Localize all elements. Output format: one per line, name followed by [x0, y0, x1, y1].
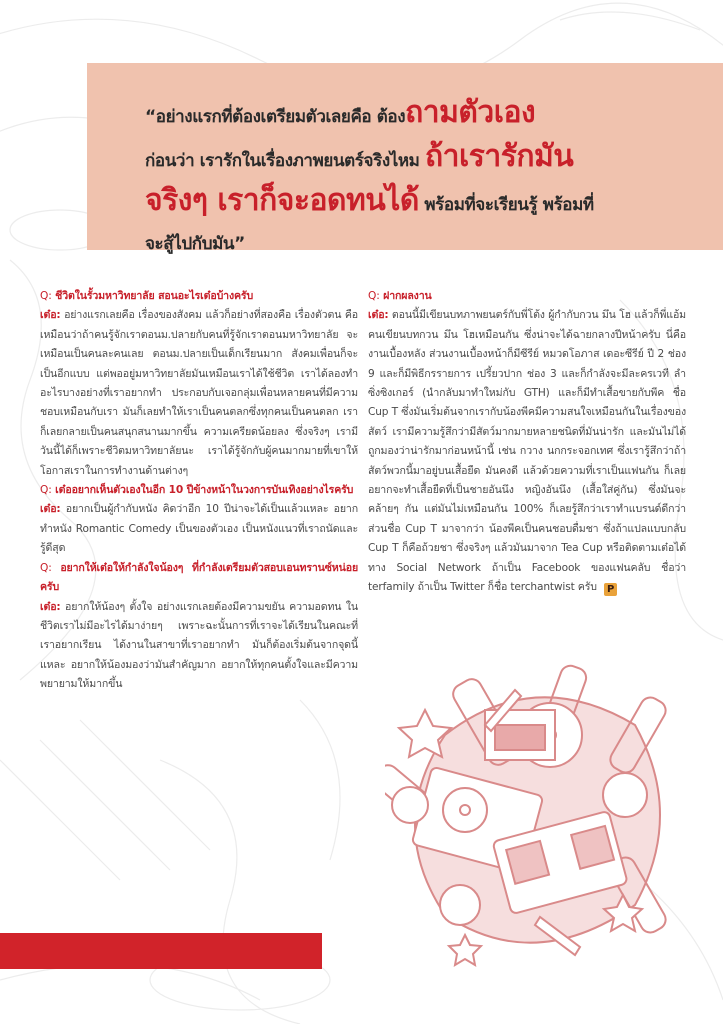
music-doodle-illustration — [385, 655, 685, 975]
answer-label: เต๋อ: — [40, 600, 61, 613]
qa-block — [40, 481, 358, 559]
answer-text: อยากเป็นผู้กำกับหนัง คิดว่าอีก 10 ปีน่าจะได้เป็นแล้วแหละ อยากทำหนัง Romantic Comedy เป็นของตัวเอง เป็นหนังแนวที่เราถนัดและรู้ดีสุด — [40, 503, 358, 555]
qa-block — [40, 287, 358, 481]
answer-label: เต๋อ: — [368, 309, 389, 322]
interview-column-left — [40, 287, 358, 695]
pull-quote-text: จะสู้ไปกับมัน” — [145, 234, 245, 254]
pull-quote-highlight: ถามตัวเอง — [405, 95, 536, 130]
qa-block — [368, 287, 686, 598]
pull-quote-text: พร้อมที่จะเรียนรู้ พร้อมที่ — [418, 195, 594, 215]
answer-label: เต๋อ: — [40, 503, 61, 516]
question: Q: เต๋ออยากเห็นตัวเองในอีก 10 ปีข้างหน้าในวงการบันเทิงอย่างไรครับ — [40, 484, 354, 497]
answer-text: อยากให้น้องๆ ตั้งใจ อย่างแรกเลยต้องมีความขยัน ความอดทน ในชีวิตเราไม่มีอะไรได้มาง่ายๆ เพราะฉะนั้นการที่เราจะได้เรียนในคณะที่เราอยากเรียน ได้งานในสาขาที่เราอยากทำ มันก็ต้องเริ่มต้นจากจุดนี้แหละ อยากให้น้องมองว่ามันสำคัญมาก อยากให้ทุกคนตั้งใจและมีความพยายามให้มากขึ้น — [40, 600, 358, 691]
decorative-red-bar — [0, 933, 322, 969]
pull-quote — [145, 93, 663, 264]
pull-quote-highlight: จริงๆ เราก็จะอดทนได้ — [145, 183, 419, 218]
pull-quote-text: “อย่างแรกที่ต้องเตรียมตัวเลยคือ ต้อง — [145, 107, 406, 127]
qa-block — [40, 559, 358, 695]
magazine-end-mark-icon: P — [604, 583, 617, 596]
answer-text: อย่างแรกเลยคือ เรื่องของสังคม แล้วก็อย่างที่สองคือ เรื่องตัวตน คือเหมือนว่าถ้าคนรู้จักเราตอนม.ปลายกับคนที่รู้จักเราตอนมหาวิทยาลัย จะเหมือนเป็นคนละคนเลย ตอนม.ปลายเป็นเด็กเรียนมาก สังคมเพื่อนก็จะเป็นอีกแบบ แต่พออยู่มหาวิทยาลัยมันเหมือนเราได้ใช้ชีวิต เราได้ลองทำอะไรบางอย่างที่เราอยากทำ ประกอบกับเจอกลุ่มเพื่อนหลายคนที่มีความชอบเหมือนกับเรา มันก็เลยทำให้เราเป็นคนตลกซึ่งทุกคนเป็นคนตลก เราก็เลยกลายเป็นคนสนุกสนานมากขึ้น ความเครียดน้อยลง ซึ่งจริงๆ เรามีวันนี้ได้ก็เพราะชีวิตมหาวิทยาลัยนะ เราได้รู้จักกับผู้คนมากมายที่เขาให้โอกาสเราในการทำงานด้านต่างๆ — [40, 309, 358, 477]
answer-label: เต๋อ: — [40, 309, 61, 322]
answer-text: ตอนนี้มีเขียนบทภาพยนตร์กับพี่โต้ง ผู้กำกับกวน มึน โฮ แล้วก็พี่แอ้ม คนเขียนบทกวน มึน โฮเหมือนกัน ซึ่งน่าจะได้ฉายกลางปีหน้าครับ นี่คืองานเบื้องหลัง ส่วนงานเบื้องหน้าก็มีซีรีย์ หมวดโอภาส เดอะซีรีย์ ปี 2 ช่อง 9 และก็มีพิธีกรรายการ เปรี้ยวปาก ช่อง 3 และก็กำลังจะมีละครเวที ลำซิ่งซิงเกอร์ (นำกลับมาทำใหม่กับ GTH) และก็มีทำเสื้อขายกับพีค ชื่อ Cup T ซึ่งมันเริ่มต้นจากเรากับน้องพีคมีความสนใจเหมือนกันในเรื่องของสัตว์ เรามีความรู้สึกว่ามีสัตว์มากมายหลายชนิดที่มันน่ารัก และมันไม่ได้ถูกมองว่าน่ารักมาก่อนหน้านี้ เช่น กวาง นกกระจอกเทศ ซึ่งเรารู้สึกว่าถ้าสัตว์พวกนี้มาอยู่บนเสื้อยืด มันคงดี แล้วด้วยความที่เราเป็นแฟนกัน ก็เลยอยากจะทำเสื้อยืดที่เป็นชายอันนึง หญิงอันนึง (เสื้อใส่คู่กัน) ซึ่งมันจะคล้ายๆ กัน แต่มันไม่เหมือนกัน 100% ก็เลยรู้สึกว่าเราทำแบรนด์ดีกว่า ส่วนชื่อ Cup T มาจากว่า น้องพีคเป็นคนชอบดื่มชา ซึ่งถ้าแปลแบบกลับ Cup T ก็คือถ้วยชา ซึ่งจริงๆ แล้วมันมาจาก Tea Cup หรือติดตามเต๋อได้ทาง Social Network ถ้าเป็น Facebook ของแฟนคลับ ชื่อว่า terfamily ถ้าเป็น Twitter ก็ชื่อ terchantwist ครับ — [368, 309, 687, 594]
interview-column-right — [368, 287, 686, 598]
pull-quote-box — [87, 63, 723, 254]
pull-quote-highlight: ถ้าเรารักมัน — [425, 139, 574, 174]
pull-quote-text: ก่อนว่า เรารักในเรื่องภาพยนตร์จริงไหม — [145, 151, 426, 171]
question: Q: ชีวิตในรั้วมหาวิทยาลัย สอนอะไรเต๋อบ้างครับ — [40, 290, 254, 302]
question: Q: อยากให้เต๋อให้กำลังใจน้องๆ ที่กำลังเตรียมตัวสอบเอนทรานซ์หน่อยครับ — [40, 561, 358, 594]
question: Q: ฝากผลงาน — [368, 290, 432, 302]
